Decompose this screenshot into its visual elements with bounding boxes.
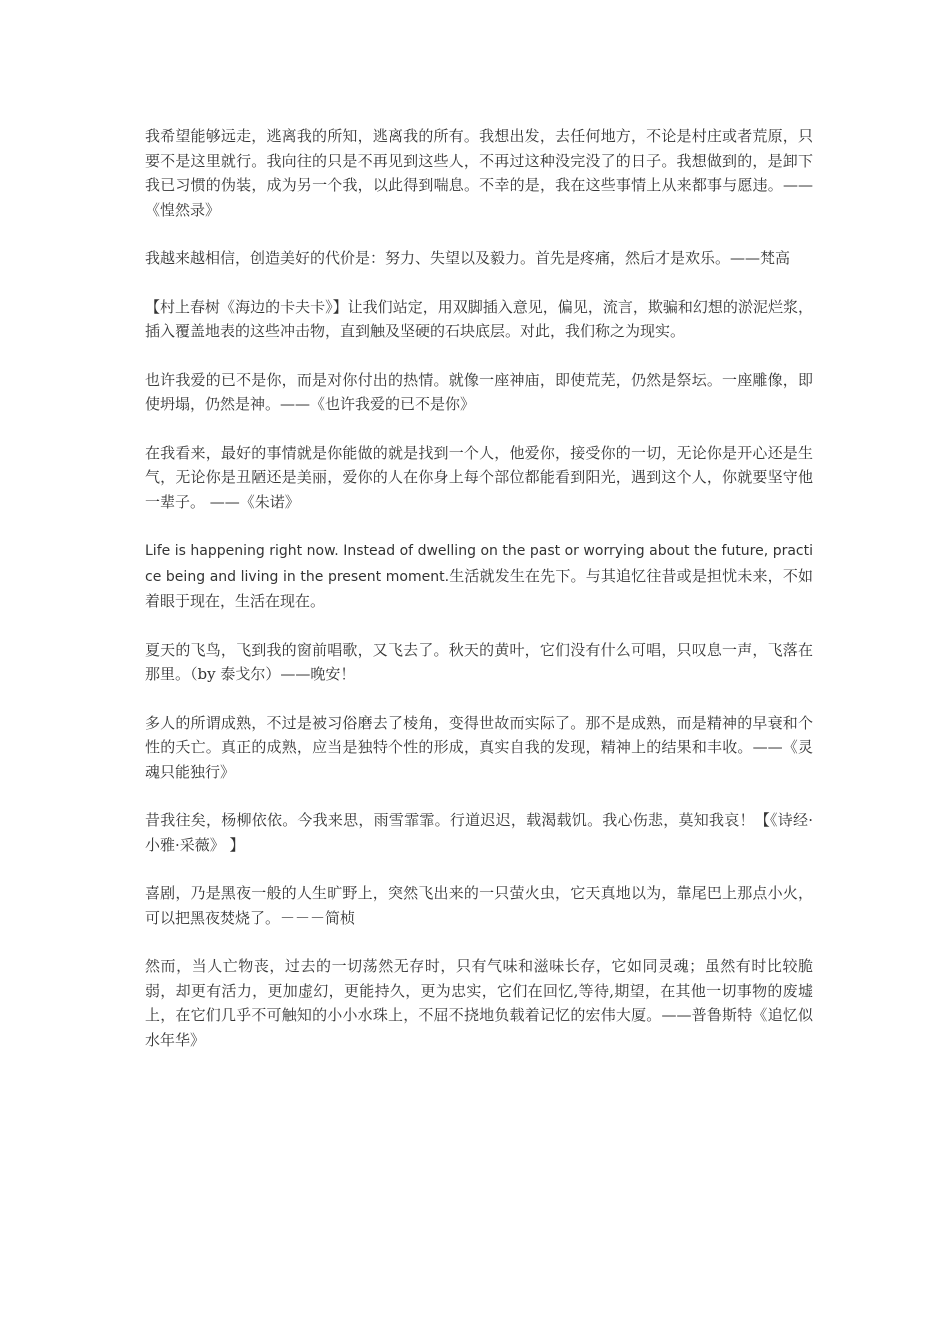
quote-paragraph-kafka-on-the-shore: 【村上春树《海边的卡夫卡》】让我们站定，用双脚插入意见，偏见，流言，欺骗和幻想的淤泥烂浆，插入覆盖地表的这些冲击物，直到触及坚硬的石块底层。对此，我们称之为现实。: [145, 297, 813, 340]
quote-paragraph-soul-alone: 多人的所谓成熟，不过是被习俗磨去了棱角，变得世故而实际了。那不是成熟，而是精神的早衰和个性的夭亡。真正的成熟，应当是独特个性的形成，真实自我的发现，精神上的结果和丰收。——《灵魂只能独行》: [145, 713, 813, 781]
quote-paragraph-present-moment: [145, 538, 813, 614]
quote-paragraph-van-gogh: 我越来越相信，创造美好的代价是：努力、失望以及毅力。首先是疼痛，然后才是欢乐。——梵高: [145, 249, 791, 267]
quote-chinese-text: 生活就发生在先下。与其追忆往昔或是担忧未来，不如着眼于现在，生活在现在。: [145, 566, 813, 610]
document-page: [145, 124, 813, 1076]
quote-english-text: Life is happening right now. Instead of dwelling on the past or worrying about the future, practice being and living in the present moment.: [145, 543, 813, 585]
quote-paragraph-tagore: 夏天的飞鸟，飞到我的窗前唱歌，又飞去了。秋天的黄叶，它们没有什么可唱，只叹息一声，飞落在那里。（by 泰戈尔）——晚安！: [145, 640, 813, 683]
quote-paragraph-juno: 在我看来，最好的事情就是你能做的就是找到一个人，他爱你，接受你的一切，无论你是开心还是生气，无论你是丑陋还是美丽，爱你的人在你身上每个部位都能看到阳光，遇到这个人，你就要坚守他一辈子。 ——《朱诺》: [145, 443, 813, 511]
quote-paragraph-comedy: 喜剧，乃是黑夜一般的人生旷野上，突然飞出来的一只萤火虫，它天真地以为，靠尾巴上那点小火，可以把黑夜焚烧了。－－－简桢: [145, 884, 813, 927]
quote-paragraph-proust: 然而，当人亡物丧，过去的一切荡然无存时，只有气味和滋味长存，它如同灵魂；虽然有时比较脆弱，却更有活力，更加虚幻，更能持久，更为忠实，它们在回忆,等待,期望，在其他一切事物的废墟上，在它们几乎不可触知的小小水珠上，不屈不挠地负载着记忆的宏伟大厦。——普鲁斯特《追忆似水年华》: [145, 957, 813, 1049]
quote-paragraph-book-of-songs: 昔我往矣，杨柳依依。今我来思，雨雪霏霏。行道迟迟，载渴载饥。我心伤悲，莫知我哀！【《诗经·小雅·采薇》 】: [145, 811, 813, 854]
quote-paragraph-maybe-i-love: 也许我爱的已不是你，而是对你付出的热情。就像一座神庙，即使荒芜，仍然是祭坛。一座雕像，即使坍塌，仍然是神。——《也许我爱的已不是你》: [145, 370, 813, 413]
quote-paragraph-huangranlu: 我希望能够远走，逃离我的所知，逃离我的所有。我想出发，去任何地方，不论是村庄或者荒原，只要不是这里就行。我向往的只是不再见到这些人，不再过这种没完没了的日子。我想做到的，是卸下我已习惯的伪装，成为另一个我，以此得到喘息。不幸的是，我在这些事情上从来都事与愿违。——《惶然录》: [145, 127, 813, 219]
